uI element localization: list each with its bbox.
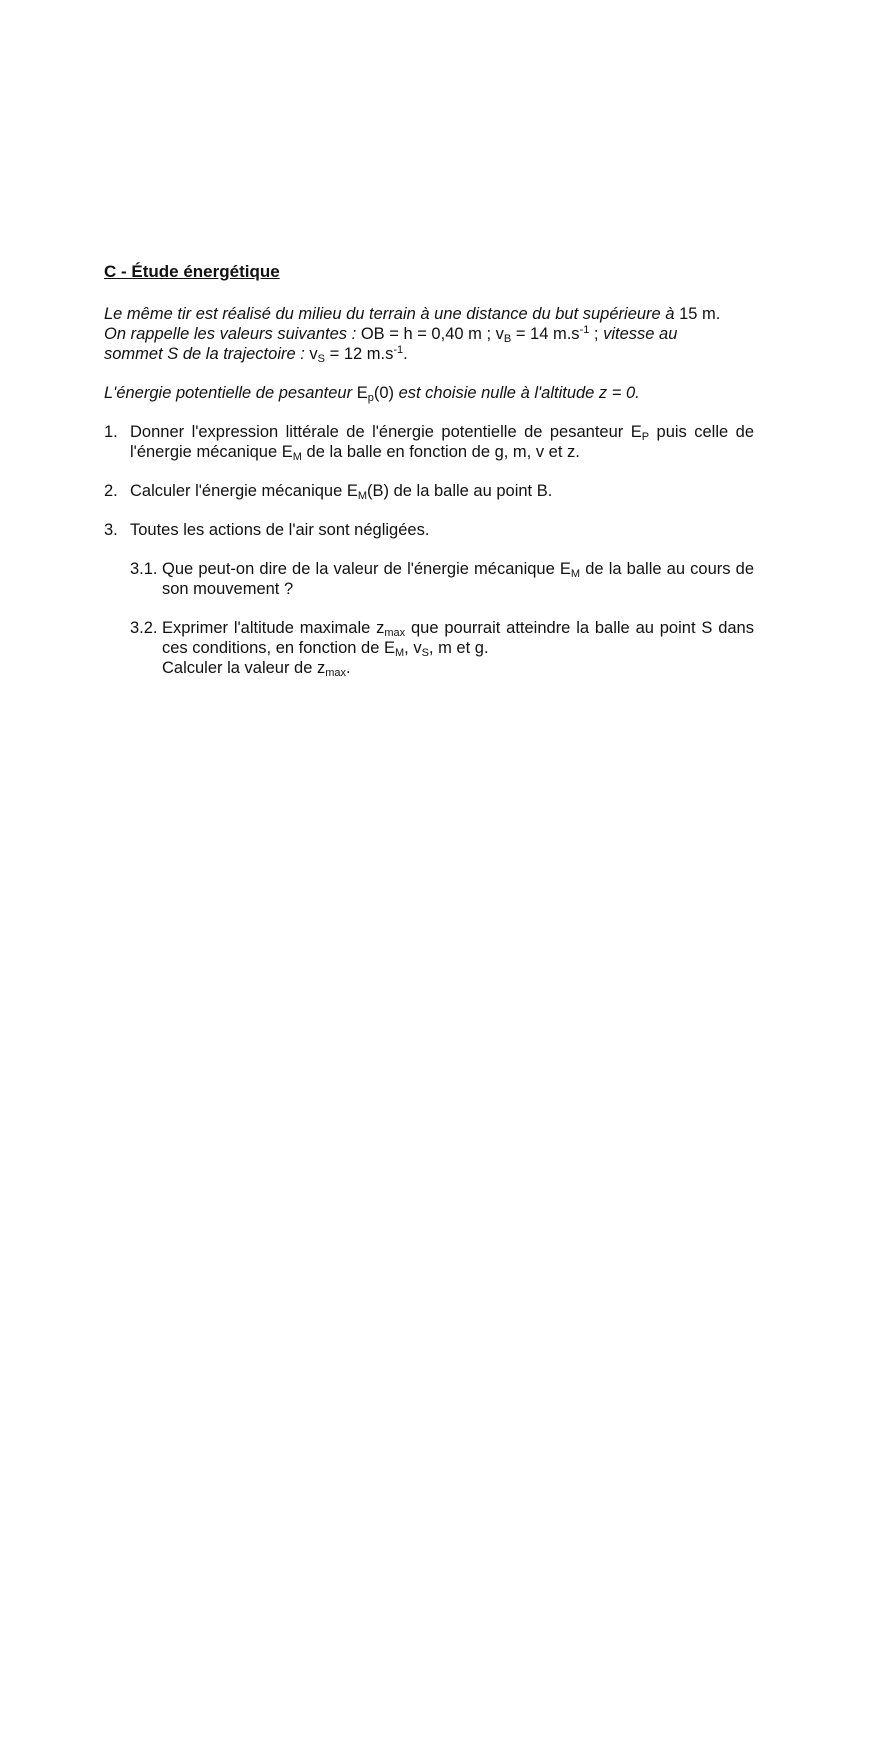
subquestion-3-1 [130,559,754,599]
subquestion-number: 3.1. [130,560,158,578]
subquestion-3-2 [130,618,754,678]
question-number: 3. [104,521,118,539]
question-text: Toutes les actions de l'air sont négligées. [130,521,430,539]
subquestion-text: Exprimer l'altitude maximale $z_{max}$ que pourrait atteindre la balle au point S dans ces conditions, en fonction de $E_M$, $v_S$, m et g. Calculer la valeur de $z_{max}$. [162,619,754,679]
subquestion-number: 3.2. [130,619,158,637]
intro-line-3: sommet S de la trajectoire : $v_S = 12$ $m.s^{-1}$. [104,344,408,365]
subquestion-calc-line: Calculer la valeur de $z_{max}$. [162,659,351,679]
question-2 [104,481,754,501]
potential-energy-note: L'énergie potentielle de pesanteur $E_p(0)$ est choisie nulle à l'altitude z = 0. [104,384,640,404]
question-text: Donner l'expression littérale de l'énergie potentielle de pesanteur $E_P$ puis celle de l'énergie mécanique $E_M$ de la balle en fonction de g, m, v et z. [130,423,754,463]
document-page [104,262,754,697]
question-number: 2. [104,482,118,500]
subquestion-text: Que peut-on dire de la valeur de l'énergie mécanique $E_M$ de la balle au cours de son mouvement ? [162,560,754,598]
intro-line-1: Le même tir est réalisé du milieu du terrain à une distance du but supérieure à 15 m. [104,305,721,323]
question-3 [104,520,754,540]
intro-paragraph [104,304,754,364]
question-1 [104,422,754,462]
section-title: C - Étude énergétique [104,262,280,281]
intro-line-2: On rappelle les valeurs suivantes : OB = h = 0,40 m ; $v_B = 14$ $m.s^{-1}$ ; vitesse au [104,324,678,345]
question-number: 1. [104,423,118,441]
question-text: Calculer l'énergie mécanique $E_M(B)$ de la balle au point B. [130,482,553,502]
